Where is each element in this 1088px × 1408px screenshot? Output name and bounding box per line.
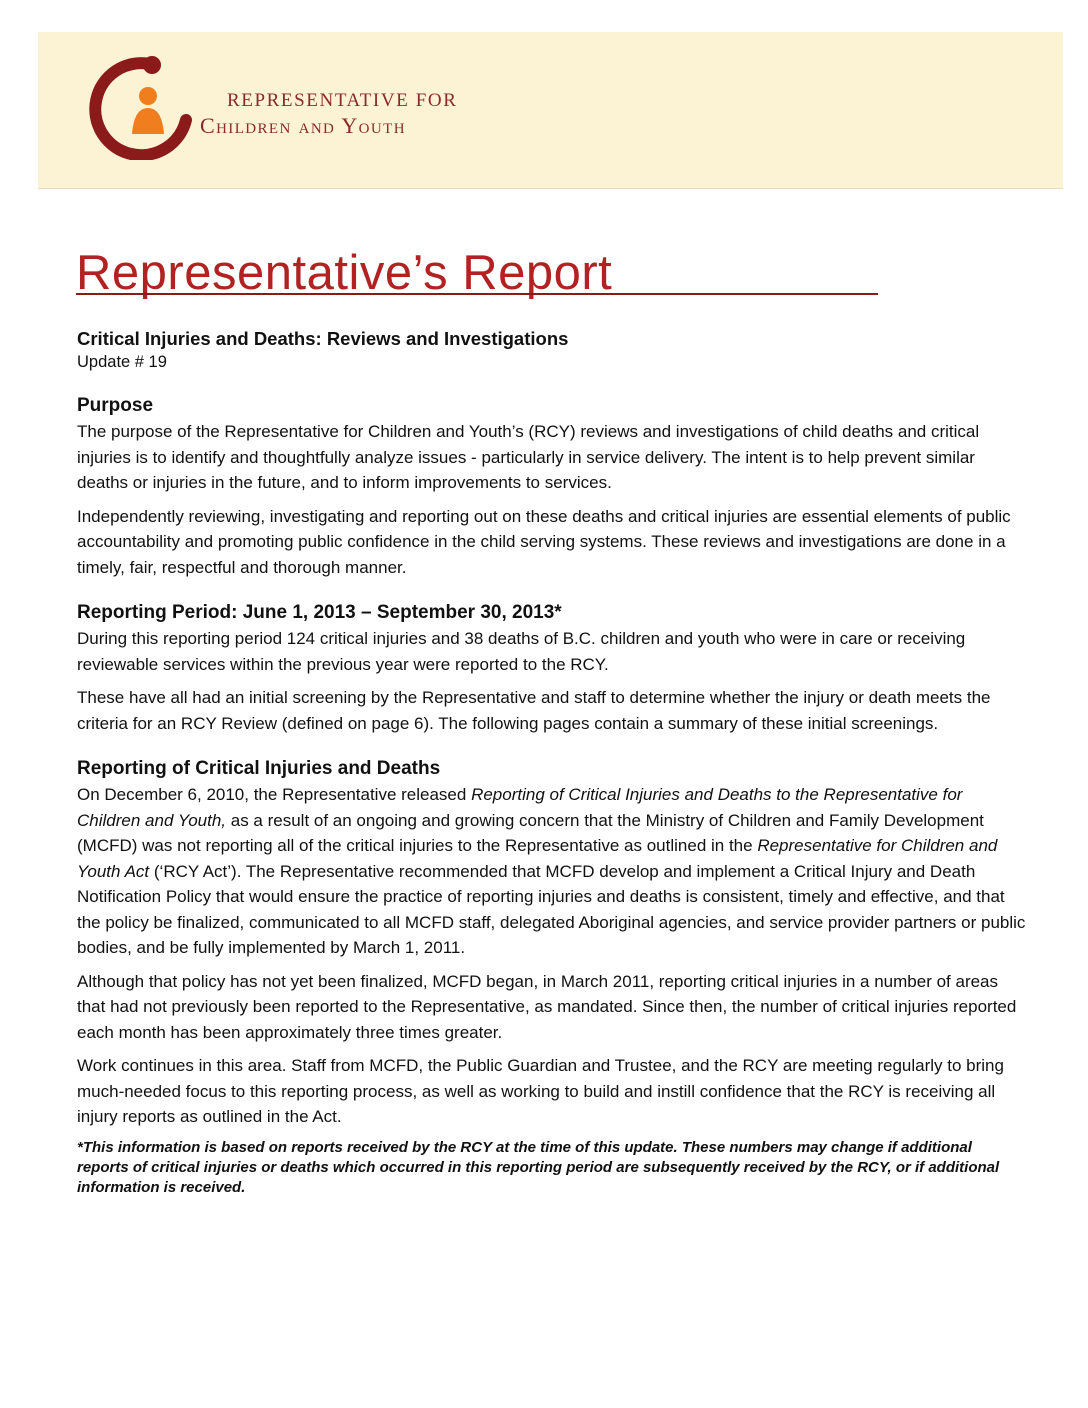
- reporting-heading: Reporting of Critical Injuries and Deaths: [77, 758, 441, 779]
- footnote: *This information is based on reports received by the RCY at the time of this update. These numbers may change if additional reports of critical injuries or deaths which occurred in this reporting period are subsequently received by the RCY, or if additional information is received.: [77, 1138, 1000, 1196]
- period-heading: Reporting Period: June 1, 2013 – September 30, 2013*: [77, 602, 562, 623]
- purpose-paragraph-2: Independently reviewing, investigating and reporting out on these deaths and critical injuries are essential elements of public accountability and promoting public confidence in the child serving systems. These reviews and investigations are done in a timely, fair, respectful and thorough manner.: [77, 506, 1011, 577]
- report-subtitle: Critical Injuries and Deaths: Reviews and Investigations: [77, 328, 569, 349]
- update-number: Update # 19: [77, 353, 167, 371]
- reporting-paragraph-1: On December 6, 2010, the Representative released Reporting of Critical Injuries and Deaths to the Representative for Children and Youth, as a result of an ongoing and growing concern that the Ministry of Children and Family Development (MCFD) was not reporting all of the critical injuries to the Representative as outlined in the Representative for Children and Youth Act (‘RCY Act’). The Representative recommended that MCFD develop and implement a Critical Injury and Death Notification Policy that would ensure the practice of reporting injuries and deaths is consistent, timely and effective, and that the policy be finalized, communicated to all MCFD staff, delegated Aboriginal agencies, and service provider partners or public bodies, and be fully implemented by March 1, 2011.: [77, 785, 1026, 957]
- purpose-paragraph-1: The purpose of the Representative for Children and Youth’s (RCY) reviews and investigations of child deaths and critical injuries is to identify and thoughtfully analyze issues - particularly in service delivery. The intent is to help prevent similar deaths or injuries in the future, and to inform improvements to services.: [77, 422, 980, 492]
- period-paragraph-2: These have all had an initial screening by the Representative and staff to determine whether the injury or death meets the criteria for an RCY Review (defined on page 6). The following pages contain a summary of these initial screenings.: [77, 688, 991, 733]
- reporting-paragraph-3: Work continues in this area. Staff from MCFD, the Public Guardian and Trustee, and the RCY are meeting regularly to bring much-needed focus to this reporting process, as well as working to build and instill confidence that the RCY is receiving all injury reports as outlined in the Act.: [77, 1056, 1004, 1126]
- reporting-paragraph-2: Although that policy has not yet been finalized, MCFD began, in March 2011, reporting critical injuries in a number of areas that had not previously been reported to the Representative, as mandated. Since then, the number of critical injuries reported each month has been approximately three times greater.: [77, 971, 1017, 1042]
- report-body: [77, 327, 1027, 1198]
- act-reference-title: Representative for Children and Youth Act: [77, 836, 998, 881]
- org-name-line1: REPRESENTATIVE FOR: [227, 90, 458, 111]
- org-name-line2: Children and Youth: [200, 113, 406, 138]
- title-divider: [76, 293, 878, 295]
- period-paragraph-1: During this reporting period 124 critical injuries and 38 deaths of B.C. children and youth who were in care or receiving reviewable services within the previous year were reported to the RCY.: [77, 629, 966, 674]
- report-reference-title: Reporting of Critical Injuries and Deaths to the Representative for Children and Youth,: [77, 785, 963, 830]
- rcy-logo-icon: [86, 50, 196, 160]
- purpose-heading: Purpose: [77, 395, 154, 416]
- report-title: Representative’s Report: [76, 245, 613, 300]
